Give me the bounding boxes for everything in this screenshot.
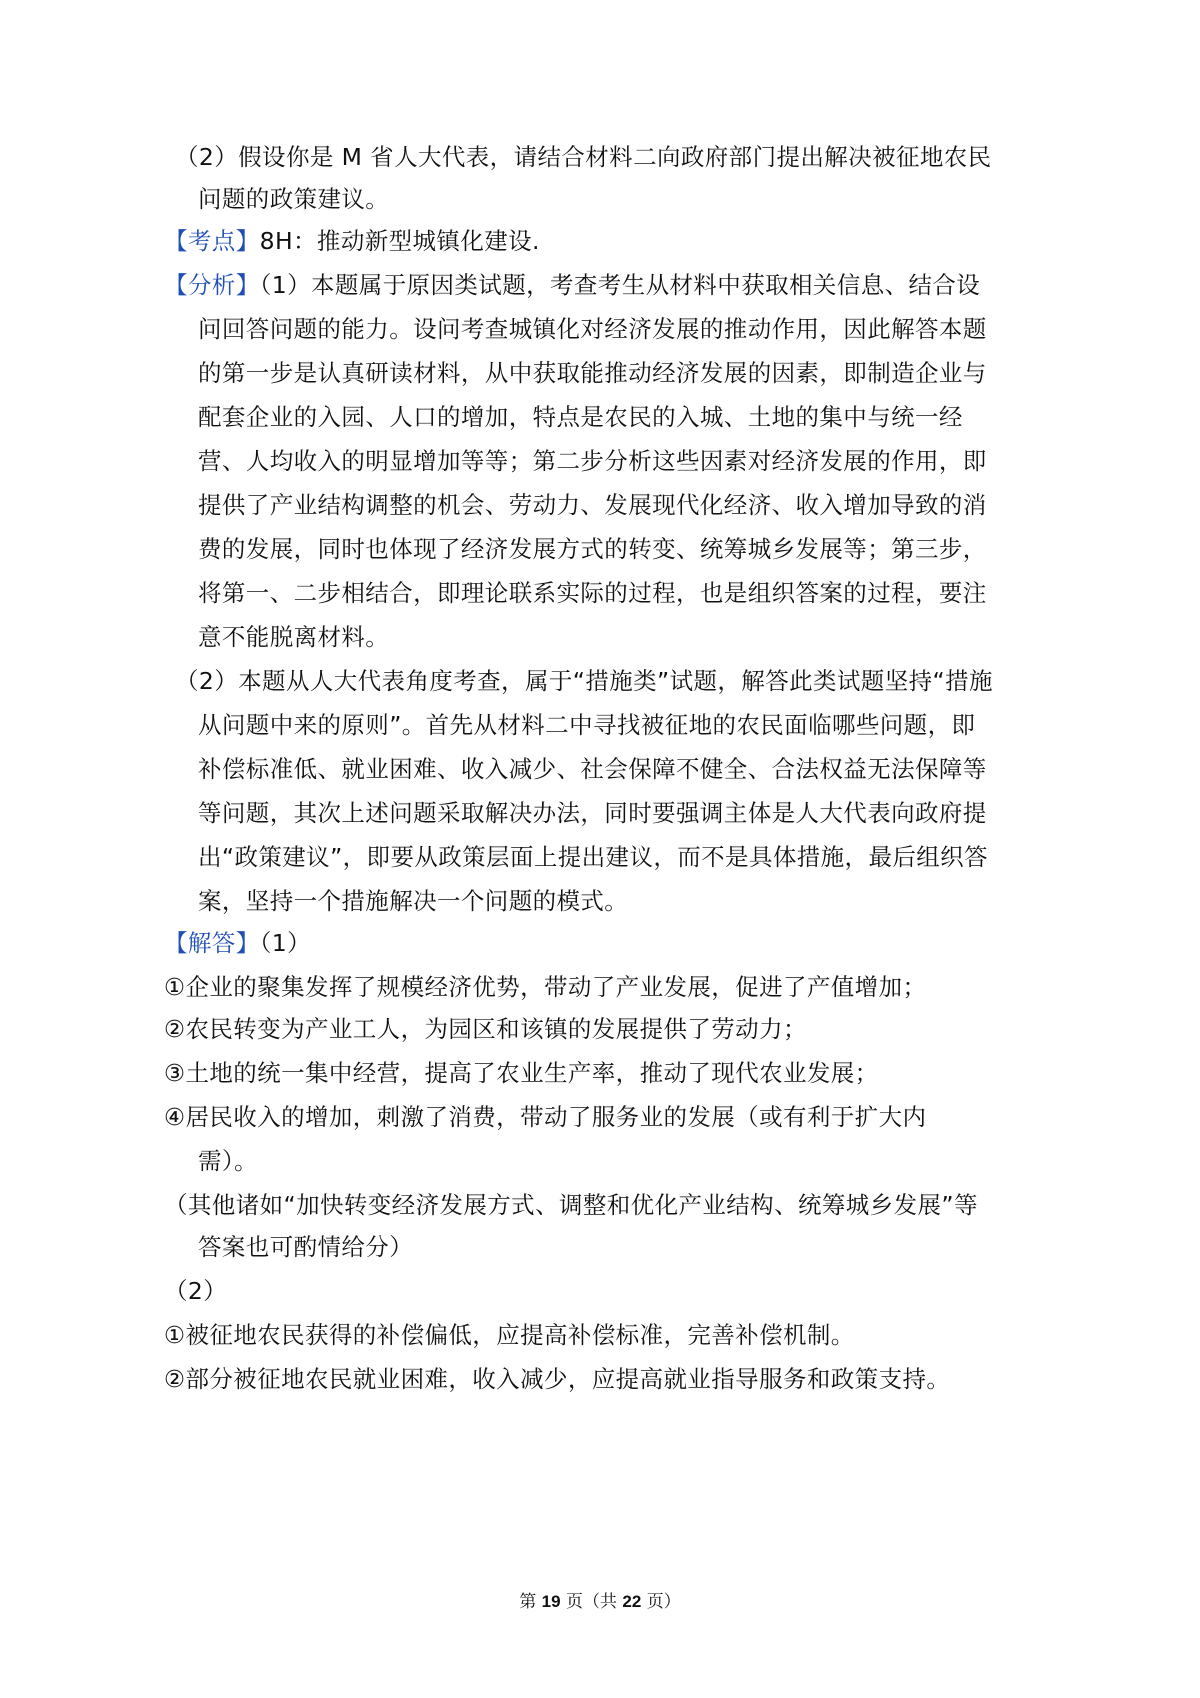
fenxi-text-1: （1）本题属于原因类试题，考查考生从材料中获取相关信息、结合设: [259, 271, 981, 299]
footer-middle: 页（共: [566, 1592, 617, 1612]
current-page-number: 19: [541, 1592, 561, 1611]
jieda-part-1-label: （1）: [259, 929, 312, 957]
answer-1-item-3: ③土地的统一集中经营，提高了农业生产率，推动了现代农业发展；: [164, 1059, 879, 1087]
total-page-count: 22: [622, 1592, 642, 1611]
fenxi-line-1: [164, 268, 980, 302]
fenxi-line-6: 提供了产业结构调整的机会、劳动力、发展现代化经济、收入增加导致的消: [198, 491, 987, 519]
grading-note-line-1: （其他诸如“加快转变经济发展方式、调整和优化产业结构、统筹城乡发展”等: [164, 1191, 978, 1219]
fenxi-line-8: 将第一、二步相结合，即理论联系实际的过程，也是组织答案的过程，要注: [198, 579, 987, 607]
question-2-line-2: 问题的政策建议。: [198, 185, 390, 213]
fenxi-line-3: 的第一步是认真研读材料，从中获取能推动经济发展的因素，即制造企业与: [198, 359, 987, 387]
answer-1-item-2: ②农民转变为产业工人，为园区和该镇的发展提供了劳动力；: [164, 1015, 807, 1043]
jieda-tag: 【解答】: [164, 929, 260, 957]
footer-prefix: 第: [519, 1592, 537, 1612]
fenxi-line-9: 意不能脱离材料。: [198, 623, 390, 651]
fenxi-part2-line-1: （2）本题从人大代表角度考查，属于“措施类”试题，解答此类试题坚持“措施: [175, 667, 993, 695]
fenxi-part2-line-4: 等问题，其次上述问题采取解决办法，同时要强调主体是人大代表向政府提: [198, 799, 987, 827]
fenxi-line-4: 配套企业的入园、人口的增加，特点是农民的入城、土地的集中与统一经: [198, 403, 963, 431]
fenxi-part2-line-2: 从问题中来的原则”。首先从材料二中寻找被征地的农民面临哪些问题，即: [198, 711, 976, 739]
jieda-header: [164, 926, 311, 960]
fenxi-part2-line-5: 出“政策建议”，即要从政策层面上提出建议，而不是具体措施，最后组织答: [198, 843, 988, 871]
kaodian-tag: 【考点】: [164, 227, 260, 255]
fenxi-line-7: 费的发展，同时也体现了经济发展方式的转变、统筹城乡发展等；第三步，: [198, 535, 987, 563]
jieda-part-2-label: （2）: [164, 1277, 228, 1305]
answer-2-item-2: ②部分被征地农民就业困难，收入减少，应提高就业指导服务和政策支持。: [164, 1365, 951, 1393]
kaodian-text: 8H：推动新型城镇化建设.: [259, 227, 540, 255]
kaodian-section: [164, 224, 540, 258]
answer-1-item-1: ①企业的聚集发挥了规模经济优势，带动了产业发展，促进了产值增加；: [164, 973, 927, 1001]
grading-note-line-2: 答案也可酌情给分）: [198, 1233, 414, 1261]
question-2-line-1: （2）假设你是 M 省人大代表，请结合材料二向政府部门提出解决被征地农民: [175, 143, 992, 171]
fenxi-line-5: 营、人均收入的明显增加等等；第二步分析这些因素对经济发展的作用，即: [198, 447, 987, 475]
fenxi-line-2: 问回答问题的能力。设问考查城镇化对经济发展的推动作用，因此解答本题: [198, 315, 987, 343]
footer-suffix: 页）: [646, 1592, 681, 1612]
fenxi-tag: 【分析】: [164, 271, 260, 299]
answer-1-item-4-line-1: ④居民收入的增加，刺激了消费，带动了服务业的发展（或有利于扩大内: [164, 1103, 927, 1131]
answer-2-item-1: ①被征地农民获得的补偿偏低，应提高补偿标准，完善补偿机制。: [164, 1321, 855, 1349]
answer-1-item-4-line-2: 需）。: [198, 1147, 258, 1175]
page-footer: [0, 1590, 1200, 1614]
fenxi-part2-line-3: 补偿标准低、就业困难、收入减少、社会保障不健全、合法权益无法保障等: [198, 755, 987, 783]
fenxi-part2-line-6: 案，坚持一个措施解决一个问题的模式。: [198, 887, 629, 915]
